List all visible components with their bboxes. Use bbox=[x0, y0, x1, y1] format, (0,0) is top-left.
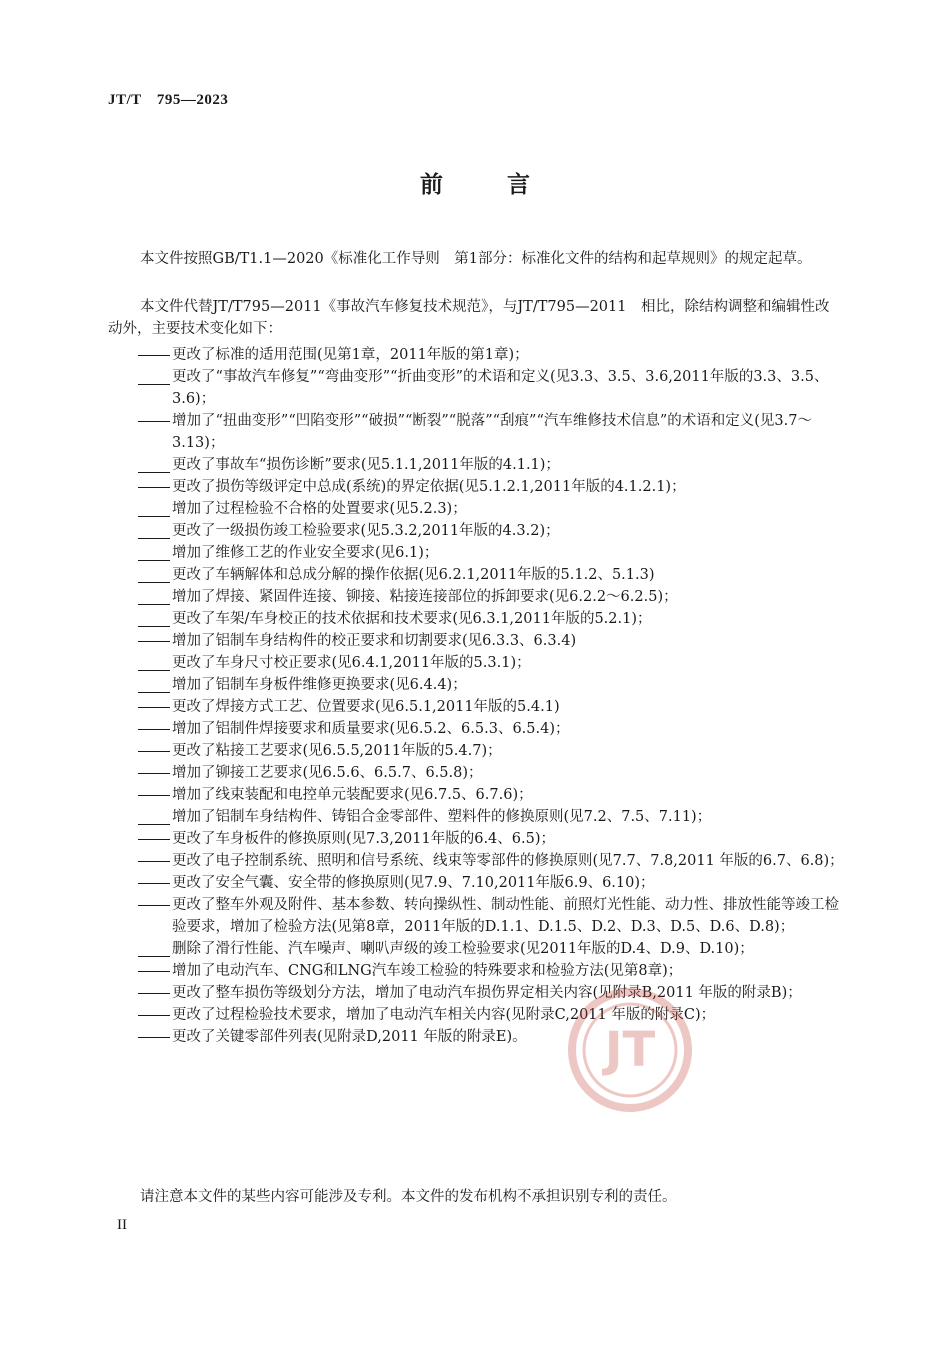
dash-marker bbox=[136, 696, 172, 718]
change-item bbox=[0, 630, 950, 652]
change-item bbox=[0, 542, 950, 564]
dash-marker bbox=[136, 410, 172, 432]
dash-marker bbox=[136, 630, 172, 652]
change-item-text: 更改了过程检验技术要求，增加了电动汽车相关内容(见附录C,2011 年版的附录C)； bbox=[172, 1007, 716, 1023]
dash-marker bbox=[136, 960, 172, 982]
change-item-text: 增加了铆接工艺要求(见6.5.6、6.5.7、6.5.8)； bbox=[172, 765, 483, 781]
change-item-text: 更改了“事故汽车修复”“弯曲变形”“折曲变形”的术语和定义(见3.3、3.5、3.6,2011年版的3.3、3.5、3.6)； bbox=[172, 369, 829, 407]
dash-marker bbox=[136, 542, 172, 564]
dash-marker bbox=[136, 366, 172, 388]
change-item-text: 删除了滑行性能、汽车噪声、喇叭声级的竣工检验要求(见2011年版的D.4、D.9、D.10)； bbox=[172, 941, 754, 957]
change-item-text: 增加了铝制车身结构件的校正要求和切割要求(见6.3.3、6.3.4) bbox=[172, 633, 577, 649]
change-item-text: 增加了电动汽车、CNG和LNG汽车竣工检验的特殊要求和检验方法(见第8章)； bbox=[172, 963, 683, 979]
change-item-text: 更改了安全气囊、安全带的修换原则(见7.9、7.10,2011年版6.9、6.10)； bbox=[172, 875, 655, 891]
change-item-text: 更改了整车损伤等级划分方法，增加了电动汽车损伤界定相关内容(见附录B,2011 年版的附录B)； bbox=[172, 985, 802, 1001]
change-item bbox=[0, 828, 950, 850]
change-item bbox=[0, 520, 950, 542]
change-item-text: 更改了关键零部件列表(见附录D,2011 年版的附录E)。 bbox=[172, 1029, 527, 1045]
dash-marker bbox=[136, 476, 172, 498]
change-item-text: 增加了“扭曲变形”“凹陷变形”“破损”“断裂”“脱落”“刮痕”“汽车维修技术信息”的术语和定义(见3.7～3.13)； bbox=[172, 413, 812, 451]
change-item bbox=[0, 608, 950, 630]
closing-statement: 请注意本文件的某些内容可能涉及专利。本文件的发布机构不承担识别专利的责任。 bbox=[140, 1189, 677, 1205]
change-item-text: 更改了车身板件的修换原则(见7.3,2011年版的6.4、6.5)； bbox=[172, 831, 556, 847]
dash-marker bbox=[136, 564, 172, 586]
change-item bbox=[0, 498, 950, 520]
change-item bbox=[0, 586, 950, 608]
dash-marker bbox=[136, 520, 172, 542]
change-item-text: 增加了铝制件焊接要求和质量要求(见6.5.2、6.5.3、6.5.4)； bbox=[172, 721, 570, 737]
dash-marker bbox=[136, 806, 172, 828]
change-item bbox=[0, 894, 950, 938]
dash-marker bbox=[136, 608, 172, 630]
change-item bbox=[0, 806, 950, 828]
change-item bbox=[0, 740, 950, 762]
page-number: II bbox=[117, 1217, 127, 1233]
dash-marker bbox=[136, 674, 172, 696]
dash-marker bbox=[136, 652, 172, 674]
dash-marker bbox=[136, 762, 172, 784]
watermark-text: JT bbox=[604, 1022, 656, 1078]
change-item bbox=[0, 1004, 950, 1026]
change-item-text: 增加了线束装配和电控单元装配要求(见6.7.5、6.7.6)； bbox=[172, 787, 533, 803]
change-item-text: 更改了车架/车身校正的技术依据和技术要求(见6.3.1,2011年版的5.2.1)； bbox=[172, 611, 652, 627]
change-item-text: 增加了铝制车身板件维修更换要求(见6.4.4)； bbox=[172, 677, 467, 693]
change-item bbox=[0, 872, 950, 894]
dash-marker bbox=[136, 344, 172, 366]
dash-marker bbox=[136, 894, 172, 916]
change-item bbox=[0, 718, 950, 740]
title-char: 前 bbox=[420, 172, 443, 198]
dash-marker bbox=[136, 1026, 172, 1048]
change-item bbox=[0, 784, 950, 806]
change-item-text: 更改了焊接方式工艺、位置要求(见6.5.1,2011年版的5.4.1) bbox=[172, 699, 560, 715]
change-item bbox=[0, 1026, 950, 1048]
dash-marker bbox=[136, 938, 172, 960]
page-title bbox=[0, 166, 950, 199]
intro-paragraph: 本文件代替JT/T795—2011《事故汽车修复技术规范》，与JT/T795—2011 相比，除结构调整和编辑性改动外，主要技术变化如下： bbox=[108, 299, 830, 337]
change-item bbox=[0, 410, 950, 454]
dash-marker bbox=[136, 850, 172, 872]
dash-marker bbox=[136, 1004, 172, 1026]
change-item-text: 更改了粘接工艺要求(见6.5.5,2011年版的5.4.7)； bbox=[172, 743, 502, 759]
change-item bbox=[0, 696, 950, 718]
dash-marker bbox=[136, 740, 172, 762]
change-item bbox=[0, 960, 950, 982]
change-item bbox=[0, 652, 950, 674]
change-item-text: 更改了车身尺寸校正要求(见6.4.1,2011年版的5.3.1)； bbox=[172, 655, 531, 671]
change-item bbox=[0, 850, 950, 872]
dash-marker bbox=[136, 718, 172, 740]
standard-code: JT/T 795—2023 bbox=[108, 92, 229, 108]
change-item bbox=[0, 564, 950, 586]
change-item-text: 更改了标准的适用范围(见第1章，2011年版的第1章)； bbox=[172, 347, 529, 363]
change-item bbox=[0, 344, 950, 366]
dash-marker bbox=[136, 498, 172, 520]
dash-marker bbox=[136, 784, 172, 806]
title-char: 言 bbox=[507, 172, 530, 198]
change-item-text: 更改了车辆解体和总成分解的操作依据(见6.2.1,2011年版的5.1.2、5.1.3) bbox=[172, 567, 655, 583]
change-item bbox=[0, 762, 950, 784]
change-item bbox=[0, 982, 950, 1004]
change-item-text: 更改了事故车“损伤诊断”要求(见5.1.1,2011年版的4.1.1)； bbox=[172, 457, 560, 473]
dash-marker bbox=[136, 828, 172, 850]
change-item-text: 更改了损伤等级评定中总成(系统)的界定依据(见5.1.2.1,2011年版的4.1.2.1)； bbox=[172, 479, 686, 495]
change-item bbox=[0, 938, 950, 960]
change-item-text: 增加了维修工艺的作业安全要求(见6.1)； bbox=[172, 545, 439, 561]
change-item bbox=[0, 454, 950, 476]
dash-marker bbox=[136, 872, 172, 894]
change-list bbox=[0, 344, 950, 1048]
watermark-seal bbox=[566, 986, 694, 1114]
dash-marker bbox=[136, 982, 172, 1004]
change-item-text: 更改了电子控制系统、照明和信号系统、线束等零部件的修换原则(见7.7、7.8,2011 年版的6.7、6.8)； bbox=[172, 853, 844, 869]
change-item-text: 增加了铝制车身结构件、铸铝合金零部件、塑料件的修换原则(见7.2、7.5、7.11)； bbox=[172, 809, 712, 825]
change-item bbox=[0, 476, 950, 498]
change-item bbox=[0, 366, 950, 410]
dash-marker bbox=[136, 586, 172, 608]
change-item-text: 增加了焊接、紧固件连接、铆接、粘接连接部位的拆卸要求(见6.2.2～6.2.5)； bbox=[172, 589, 678, 605]
change-item-text: 更改了一级损伤竣工检验要求(见5.3.2,2011年版的4.3.2)； bbox=[172, 523, 560, 539]
dash-marker bbox=[136, 454, 172, 476]
change-item-text: 更改了整车外观及附件、基本参数、转向操纵性、制动性能、前照灯光性能、动力性、排放性能等竣工检验要求，增加了检验方法(见第8章，2011年版的D.1.1、D.1.5、D.2、D.3、D.5、D.6、D.8)； bbox=[172, 897, 839, 935]
intro-paragraph: 本文件按照GB/T1.1—2020《标准化工作导则 第1部分：标准化文件的结构和起草规则》的规定起草。 bbox=[140, 251, 812, 267]
change-item-text: 增加了过程检验不合格的处置要求(见5.2.3)； bbox=[172, 501, 467, 517]
change-item bbox=[0, 674, 950, 696]
